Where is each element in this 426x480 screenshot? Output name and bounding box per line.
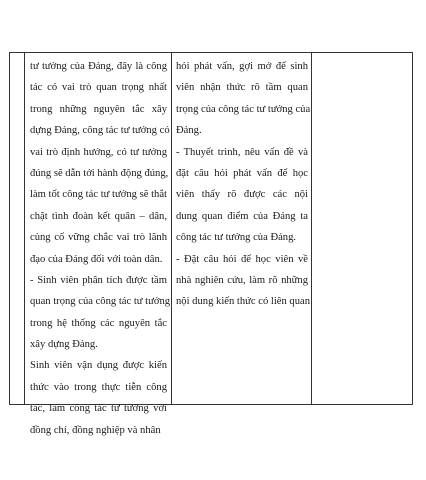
text-line: quan trọng của công tác tư tưởng [30, 296, 171, 308]
text-line: viên thấy rõ được các nội [176, 189, 308, 201]
text-line: trong hệ thống các nguyên tắc [30, 317, 167, 329]
text-line: Sinh viên vận dụng được kiến [30, 360, 167, 372]
table-column-methods [172, 53, 312, 404]
text-line: tác, làm công tác tư tưởng với [30, 403, 167, 415]
text-line: viên nhận thức rõ tầm quan [176, 82, 308, 94]
text-line: trong những nguyên tắc xây [30, 103, 167, 115]
text-line: công tác tư tưởng của Đảng. [176, 232, 297, 244]
text-line: đúng sẽ dẫn tới hành động đúng, [30, 167, 169, 179]
table-column-extra [312, 53, 412, 404]
text-line: đạo của Đảng đối với toàn dân. [30, 253, 163, 265]
text-line: đặt câu hỏi phát vấn để học [176, 167, 308, 179]
text-line: chặt tình đoàn kết quân – dân, [30, 210, 167, 222]
text-line: dựng Đảng, công tác tư tưởng có [30, 125, 170, 137]
text-line: hỏi phát vấn, gợi mở để sinh [176, 61, 308, 72]
text-line: thức vào trong thực tiễn công [30, 381, 167, 393]
text-line: nhà nghiên cứu, làm rõ những [176, 274, 308, 286]
text-line: củng cố vững chắc vai trò lãnh [30, 232, 167, 244]
text-line: dung quan điểm của Đảng ta [176, 210, 308, 222]
text-line: nội dung kiến thức có liên quan [176, 296, 311, 308]
text-line: vai trò định hướng, có tư tưởng [30, 146, 167, 158]
content-table [9, 52, 413, 436]
text-line: làm tốt công tác tư tưởng sẽ thắt [30, 189, 167, 201]
text-line: đồng chí, đồng nghiệp và nhân [30, 424, 161, 436]
text-line: - Sinh viên phân tích được tầm [30, 274, 167, 286]
text-line: trọng của công tác tư tưởng của [176, 103, 311, 115]
text-line: tư tưởng của Đảng, đây là công [30, 61, 167, 72]
text-line: - Đặt câu hỏi để học viên về [176, 253, 308, 265]
table-column-left [10, 53, 25, 404]
table-column-objectives [25, 53, 172, 436]
text-line: xây dựng Đảng. [30, 339, 98, 351]
text-line: tác có vai trò quan trọng nhất [30, 82, 167, 94]
text-line: - Thuyết trình, nêu vấn đề và [176, 146, 308, 158]
text-line: Đảng. [176, 125, 202, 137]
